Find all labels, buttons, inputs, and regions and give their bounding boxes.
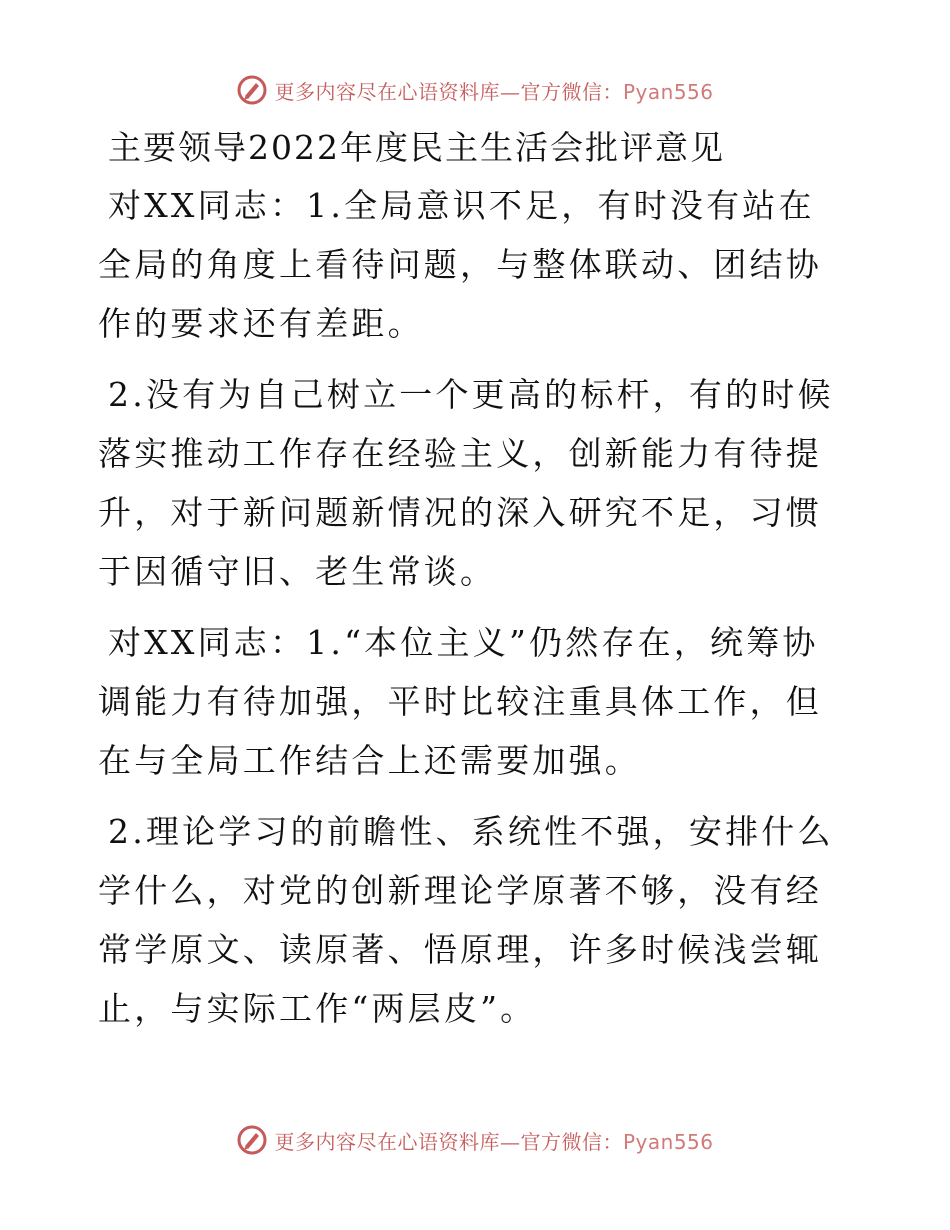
banner-wechat-label: 官方微信： <box>520 1129 623 1154</box>
banner-wechat-id: Pyan556 <box>622 1129 714 1154</box>
banner-text <box>274 1126 713 1155</box>
logo-icon <box>236 1124 268 1156</box>
page-title: 主要领导2022年度民主生活会批评意见 <box>108 128 725 167</box>
banner-dash: — <box>499 79 521 104</box>
header-banner <box>0 70 950 110</box>
banner-wechat-label: 官方微信： <box>520 79 623 104</box>
banner-wechat-id: Pyan556 <box>622 79 714 104</box>
banner-slogan: 更多内容尽在心语资料库 <box>274 79 500 104</box>
banner-text <box>274 76 713 105</box>
banner-slogan: 更多内容尽在心语资料库 <box>274 1129 500 1154</box>
banner-dash: — <box>499 1129 521 1154</box>
paragraph: 2.没有为自己树立一个更高的标杆，有的时候落实推动工作存在经验主义，创新能力有待提升，对于新问题新情况的深入研究不足，习惯于因循守旧、老生常谈。 <box>98 375 834 591</box>
paragraph: 对XX同志：1.全局意识不足，有时没有站在全局的角度上看待问题，与整体联动、团结协作的要求还有差距。 <box>98 186 822 343</box>
logo-icon <box>236 74 268 106</box>
paragraph: 2.理论学习的前瞻性、系统性不强，安排什么学什么，对党的创新理论学原著不够，没有经常学原文、读原著、悟原理，许多时候浅尝辄止，与实际工作“两层皮”。 <box>98 812 834 1028</box>
paragraph: 对XX同志：1.“本位主义”仍然存在，统筹协调能力有待加强，平时比较注重具体工作，但在与全局工作结合上还需要加强。 <box>98 623 822 780</box>
footer-banner <box>0 1120 950 1160</box>
document-body <box>98 176 850 1050</box>
